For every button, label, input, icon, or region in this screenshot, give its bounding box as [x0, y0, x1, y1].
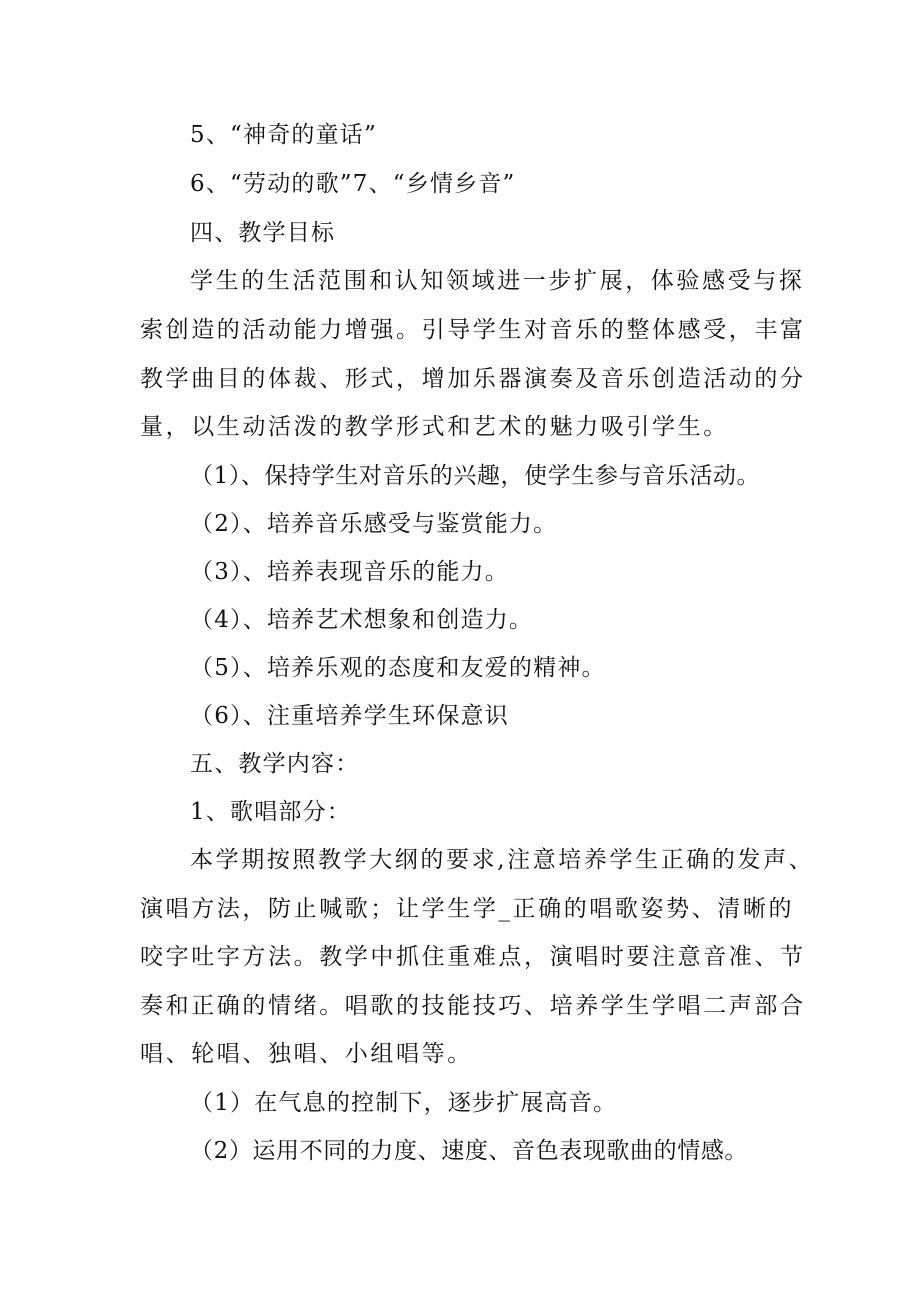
- section-4-heading: 四、教学目标: [190, 220, 336, 246]
- paragraph-line: 唱、轮唱、独唱、小组唱等。: [140, 1041, 473, 1067]
- paragraph-line: 量，以生动活泼的教学形式和艺术的魅力吸引学生。: [140, 414, 729, 440]
- paragraph-line: 咬字吐字方法。教学中抓住重难点，演唱时要注意音准、节: [140, 944, 806, 970]
- section-5-heading: 五、教学内容：: [190, 751, 360, 777]
- goal-item: （6）、注重培养学生环保意识: [190, 703, 509, 729]
- goal-item: （2）、培养音乐感受与鉴赏能力。: [190, 511, 558, 537]
- paragraph-line: 奏和正确的情绪。唱歌的技能技巧、培养学生学唱二声部合: [140, 993, 806, 1019]
- singing-item: （2）运用不同的力度、速度、音色表现歌曲的情感。: [190, 1138, 749, 1164]
- goal-item: （3）、培养表现音乐的能力。: [190, 559, 509, 585]
- goal-item: （4）、培养艺术想象和创造力。: [190, 607, 534, 633]
- paragraph-line: 索创造的活动能力增强。引导学生对音乐的整体感受，丰富: [140, 317, 806, 343]
- goal-item: （1）、保持学生对音乐的兴趣，使学生参与音乐活动。: [190, 463, 761, 489]
- paragraph-line: 演唱方法，防止喊歌；让学生学_正确的唱歌姿势、清晰的: [140, 896, 795, 922]
- item-5-title: 5、“神奇的童话”: [190, 122, 377, 148]
- item-6-7-title: 6、“劳动的歌”7、“乡情乡音”: [190, 171, 516, 197]
- subsection-heading: 1、歌唱部分：: [190, 799, 352, 825]
- paragraph-line: 学生的生活范围和认知领域进一步扩展，体验感受与探: [190, 268, 805, 294]
- singing-item: （1）在气息的控制下，逐步扩展高音。: [190, 1090, 618, 1116]
- paragraph-line: 教学曲目的体裁、形式，增加乐器演奏及音乐创造活动的分: [140, 366, 806, 392]
- goal-item: （5）、培养乐观的态度和友爱的精神。: [190, 655, 606, 681]
- paragraph-line: 本学期按照教学大纲的要求,注意培养学生正确的发声、: [190, 847, 815, 873]
